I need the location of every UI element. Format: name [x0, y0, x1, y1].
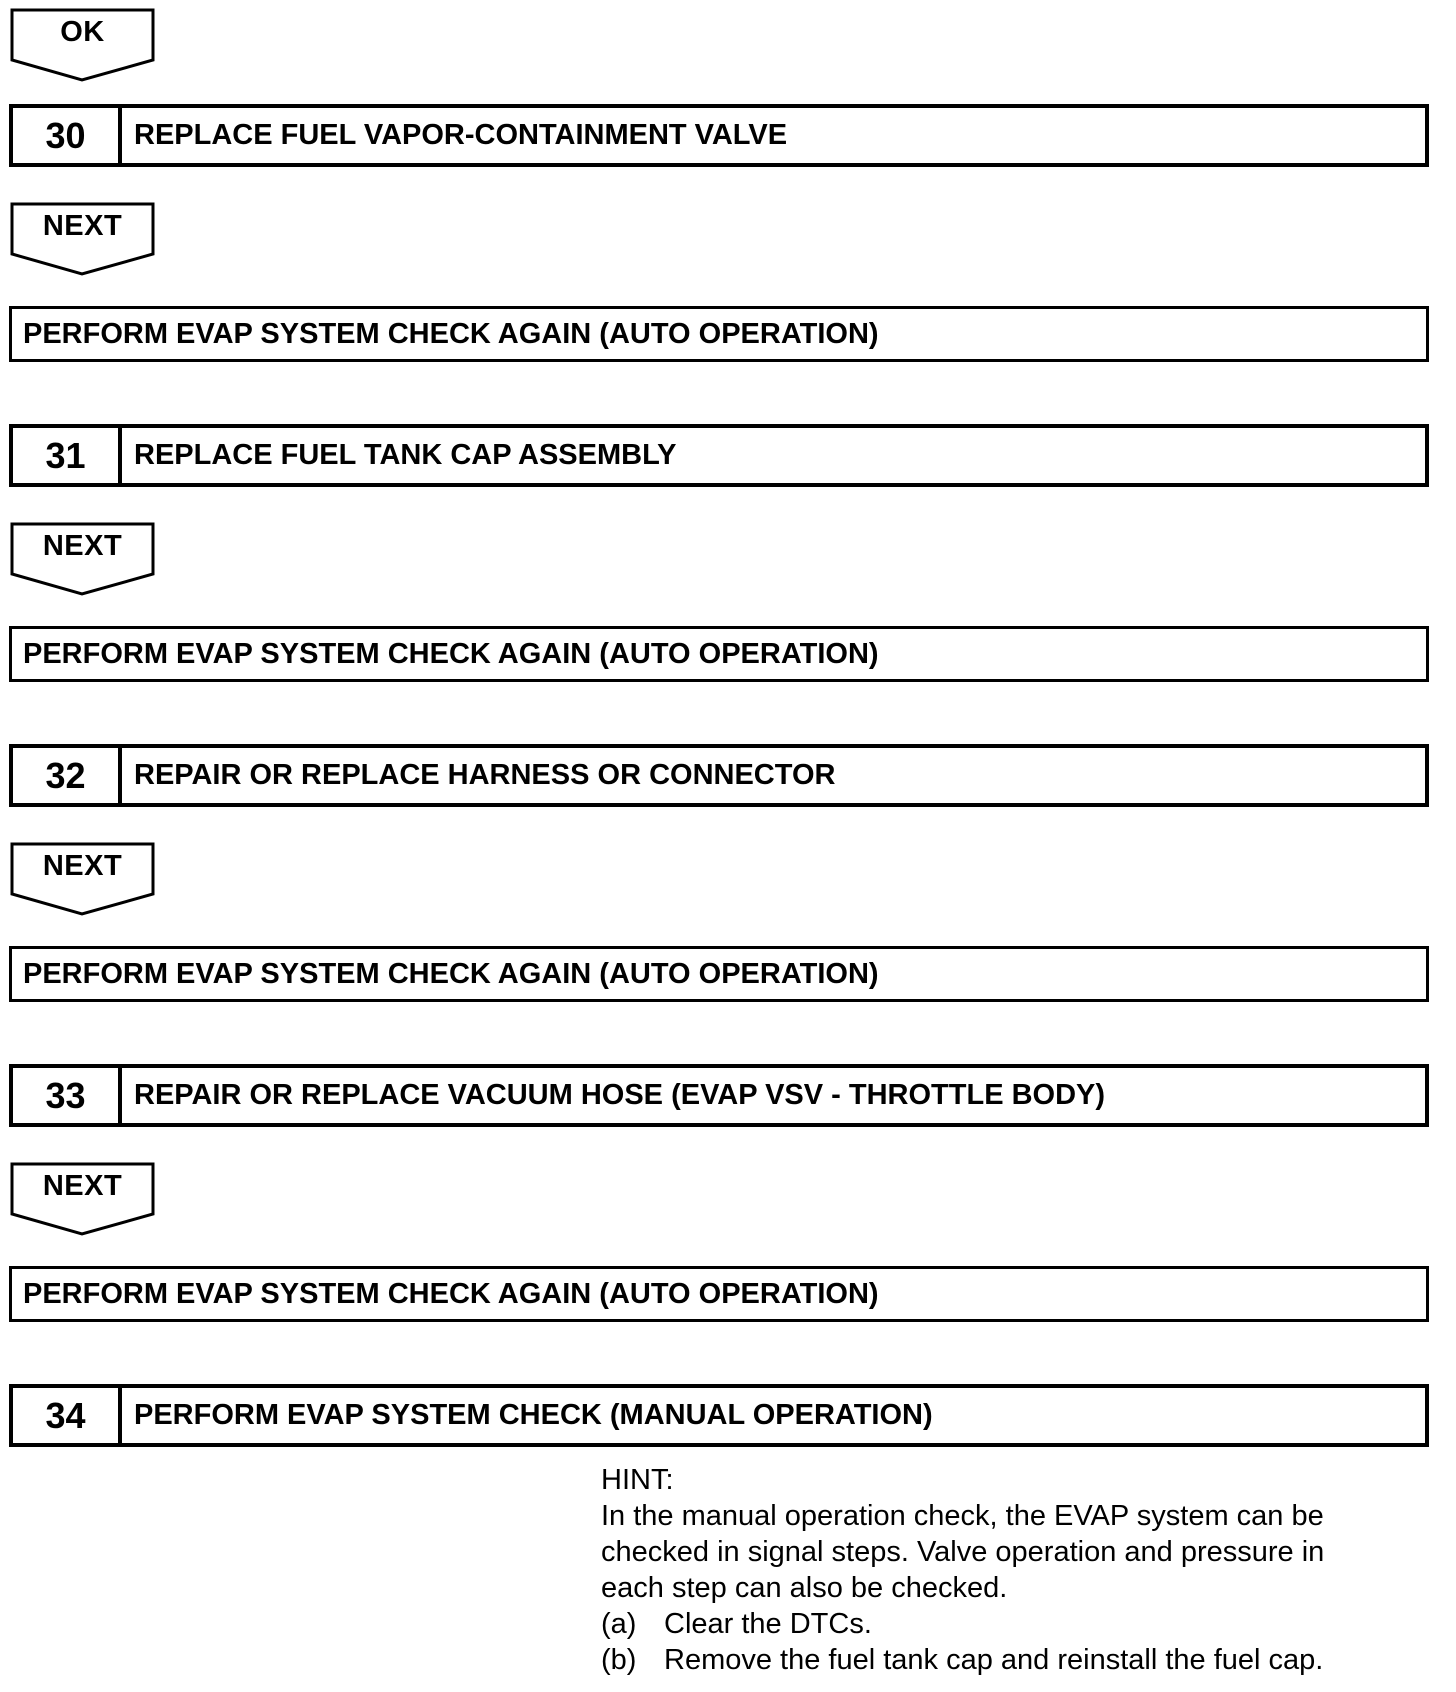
- hint-paragraph-line: each step can also be checked.: [601, 1572, 1008, 1604]
- next-flow-arrow: [10, 842, 155, 917]
- step-title: REPAIR OR REPLACE HARNESS OR CONNECTOR: [134, 759, 836, 791]
- step-title: PERFORM EVAP SYSTEM CHECK (MANUAL OPERATION): [134, 1399, 933, 1431]
- hint-list-item: [601, 1606, 1361, 1642]
- hint-block: [601, 1462, 1361, 1678]
- action-box: PERFORM EVAP SYSTEM CHECK AGAIN (AUTO OPERATION): [9, 1266, 1429, 1322]
- next-label: NEXT: [42, 530, 123, 562]
- list-item-text: Clear the DTCs.: [664, 1608, 872, 1640]
- step-31-box: [9, 424, 1429, 487]
- list-marker: (b): [601, 1644, 637, 1676]
- ok-label: OK: [60, 16, 105, 48]
- step-title: REPLACE FUEL VAPOR-CONTAINMENT VALVE: [134, 119, 788, 151]
- step-number: 34: [13, 1388, 122, 1443]
- action-box: PERFORM EVAP SYSTEM CHECK AGAIN (AUTO OPERATION): [9, 626, 1429, 682]
- ok-flow-arrow: [10, 8, 155, 83]
- step-34-box: [9, 1384, 1429, 1447]
- hint-paragraph-line: In the manual operation check, the EVAP system can be: [601, 1500, 1324, 1532]
- list-marker: (a): [601, 1608, 637, 1640]
- step-number: 31: [13, 428, 122, 483]
- step-title: REPAIR OR REPLACE VACUUM HOSE (EVAP VSV - THROTTLE BODY): [134, 1079, 1106, 1111]
- next-label: NEXT: [42, 850, 123, 882]
- step-number: 32: [13, 748, 122, 803]
- next-label: NEXT: [42, 210, 123, 242]
- next-label: NEXT: [42, 1170, 123, 1202]
- hint-list-item: [601, 1642, 1361, 1678]
- next-flow-arrow: [10, 202, 155, 277]
- step-number: 30: [13, 108, 122, 163]
- hint-heading: HINT:: [601, 1464, 674, 1496]
- step-title: REPLACE FUEL TANK CAP ASSEMBLY: [134, 439, 677, 471]
- next-flow-arrow: [10, 522, 155, 597]
- step-30-box: [9, 104, 1429, 167]
- step-number: 33: [13, 1068, 122, 1123]
- next-flow-arrow: [10, 1162, 155, 1237]
- action-box: PERFORM EVAP SYSTEM CHECK AGAIN (AUTO OPERATION): [9, 306, 1429, 362]
- list-item-text: Remove the fuel tank cap and reinstall the fuel cap.: [664, 1644, 1324, 1676]
- step-33-box: [9, 1064, 1429, 1127]
- action-box: PERFORM EVAP SYSTEM CHECK AGAIN (AUTO OPERATION): [9, 946, 1429, 1002]
- hint-paragraph-line: checked in signal steps. Valve operation and pressure in: [601, 1536, 1325, 1568]
- step-32-box: [9, 744, 1429, 807]
